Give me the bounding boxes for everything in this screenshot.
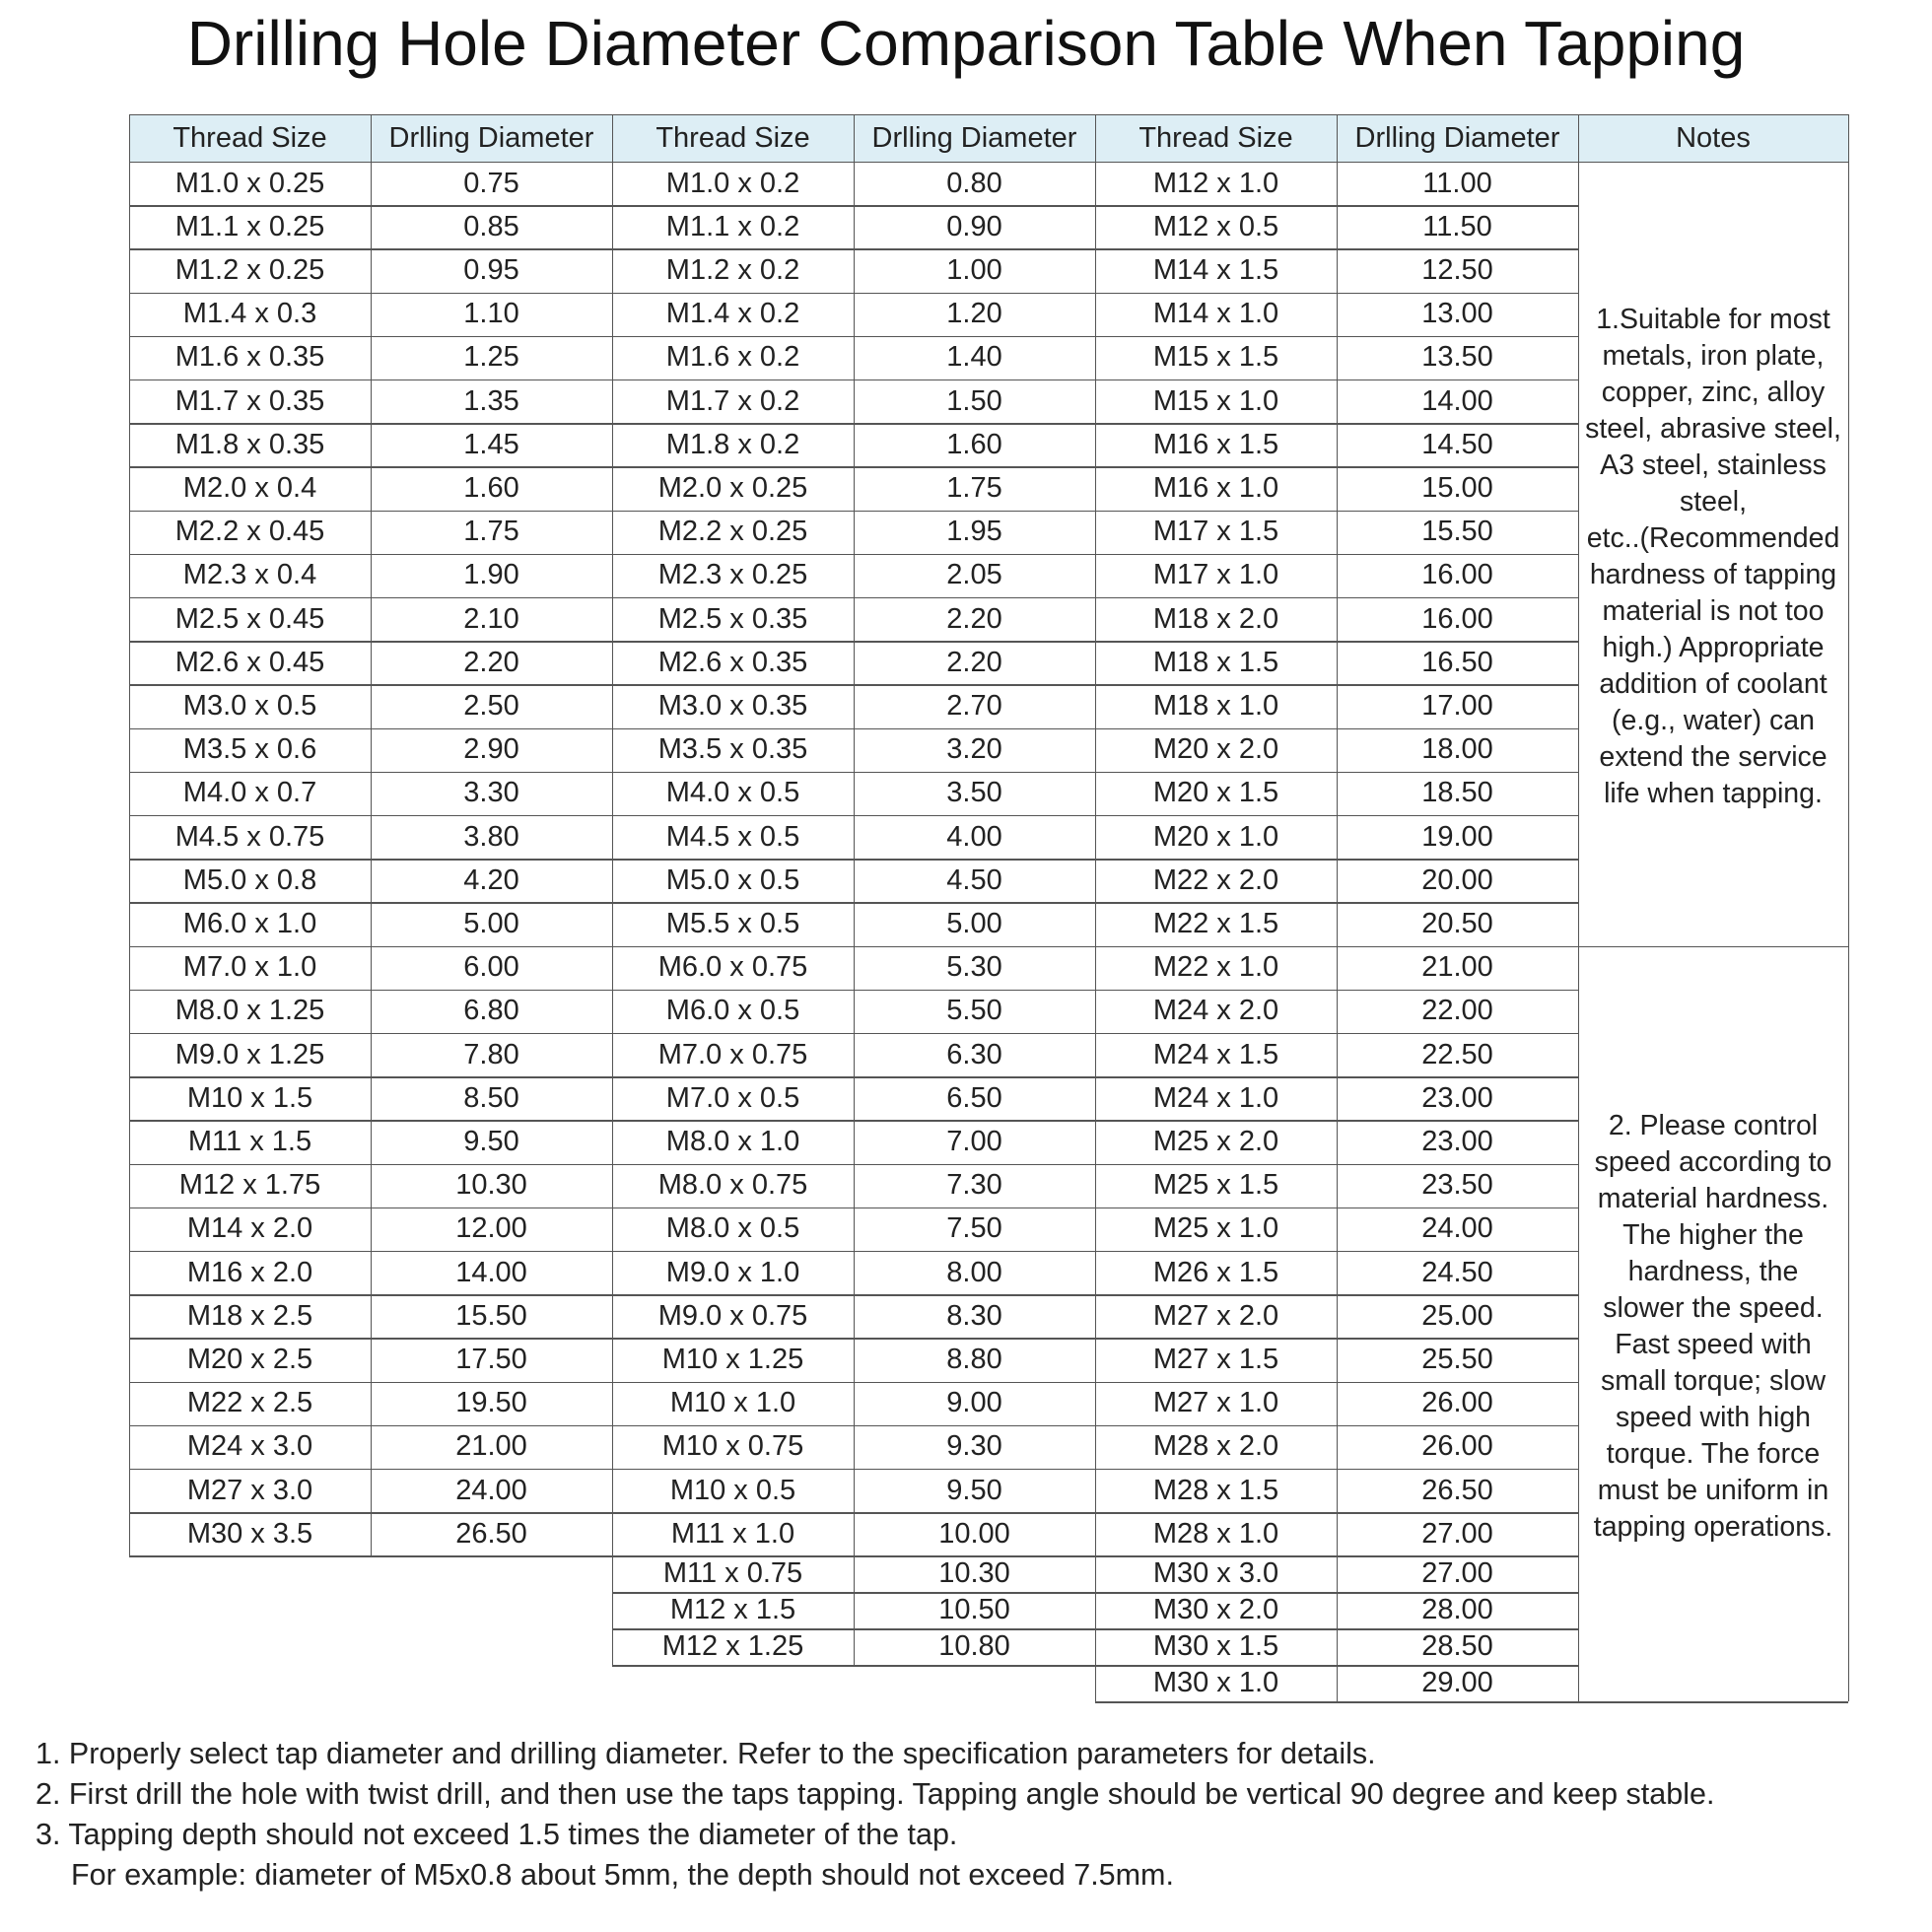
- thread-size-cell: M22 x 1.5: [1152, 907, 1279, 939]
- thread-size-cell: M1.1 x 0.2: [665, 210, 800, 242]
- drill-diameter-cell: 1.35: [463, 384, 519, 417]
- drill-diameter-cell: 14.00: [1421, 384, 1493, 417]
- thread-size-cell: M22 x 2.5: [186, 1387, 313, 1419]
- header-cell: Drlling Diameter: [371, 114, 612, 162]
- thread-size-cell: M26 x 1.5: [1152, 1256, 1279, 1288]
- note-2: [1578, 1108, 1848, 1546]
- thread-size-cell: M1.1 x 0.25: [174, 210, 325, 242]
- thread-size-cell: M2.2 x 0.45: [174, 516, 325, 548]
- drill-diameter-cell: 26.50: [1421, 1474, 1493, 1506]
- column-divider: [1848, 114, 1849, 1701]
- note-line: material hardness.: [1597, 1183, 1829, 1214]
- thread-size-cell: M8.0 x 1.25: [174, 995, 325, 1027]
- thread-size-cell: M3.0 x 0.35: [657, 689, 808, 722]
- thread-size-cell: M2.5 x 0.45: [174, 602, 325, 635]
- note-line: steel,: [1679, 486, 1748, 518]
- note-line: high.) Appropriate: [1602, 632, 1825, 663]
- drill-diameter-cell: 23.00: [1421, 1125, 1493, 1157]
- thread-size-cell: M7.0 x 0.75: [657, 1038, 808, 1070]
- thread-size-cell: M3.5 x 0.35: [657, 733, 808, 766]
- drill-diameter-cell: 1.75: [463, 516, 519, 548]
- drill-diameter-cell: 8.80: [946, 1343, 1002, 1375]
- thread-size-cell: M22 x 2.0: [1152, 863, 1279, 896]
- thread-size-cell: M7.0 x 1.0: [182, 951, 317, 984]
- note-line: life when tapping.: [1604, 778, 1823, 809]
- thread-size-cell: M14 x 1.0: [1152, 298, 1279, 330]
- thread-size-cell: M18 x 1.5: [1152, 646, 1279, 678]
- drill-diameter-cell: 20.50: [1421, 907, 1493, 939]
- thread-size-cell: M1.0 x 0.2: [665, 167, 800, 199]
- thread-size-cell: M30 x 3.5: [186, 1517, 313, 1550]
- thread-size-cell: M12 x 1.5: [669, 1594, 796, 1626]
- column-divider: [1095, 114, 1096, 1701]
- drill-diameter-cell: 6.80: [463, 995, 519, 1027]
- note-line: etc..(Recommended: [1586, 522, 1840, 554]
- drill-diameter-cell: 9.50: [463, 1125, 519, 1157]
- drill-diameter-cell: 18.00: [1421, 733, 1493, 766]
- note-line: material is not too: [1602, 595, 1825, 627]
- thread-size-cell: M16 x 2.0: [186, 1256, 313, 1288]
- thread-size-cell: M16 x 1.5: [1152, 428, 1279, 460]
- header-bottom-border: [129, 162, 1848, 163]
- drill-diameter-cell: 0.85: [463, 210, 519, 242]
- drill-diameter-cell: 14.00: [455, 1256, 527, 1288]
- drill-diameter-cell: 29.00: [1421, 1667, 1493, 1699]
- header-cell: Thread Size: [1095, 114, 1337, 162]
- drill-diameter-cell: 1.75: [946, 471, 1002, 504]
- thread-size-cell: M7.0 x 0.5: [665, 1081, 800, 1114]
- drill-diameter-cell: 9.30: [946, 1430, 1002, 1463]
- drill-diameter-cell: 1.50: [946, 384, 1002, 417]
- note-line: slower the speed.: [1603, 1292, 1824, 1324]
- thread-size-cell: M10 x 1.5: [186, 1081, 313, 1114]
- note-line: addition of coolant: [1599, 668, 1828, 700]
- thread-size-cell: M18 x 1.0: [1152, 689, 1279, 722]
- drill-diameter-cell: 3.30: [463, 777, 519, 809]
- thread-size-cell: M12 x 0.5: [1152, 210, 1279, 242]
- drill-diameter-cell: 1.20: [946, 298, 1002, 330]
- thread-size-cell: M27 x 1.0: [1152, 1387, 1279, 1419]
- drill-diameter-cell: 10.80: [938, 1630, 1010, 1663]
- drill-diameter-cell: 15.50: [455, 1299, 527, 1332]
- note-line: 2. Please control: [1608, 1110, 1819, 1141]
- drill-diameter-cell: 25.50: [1421, 1343, 1493, 1375]
- page-title: Drilling Hole Diameter Comparison Table When Tapping: [186, 8, 1746, 79]
- drill-diameter-cell: 27.00: [1421, 1557, 1493, 1590]
- thread-size-cell: M14 x 2.0: [186, 1212, 313, 1245]
- thread-size-cell: M12 x 1.0: [1152, 167, 1279, 199]
- thread-size-cell: M15 x 1.0: [1152, 384, 1279, 417]
- thread-size-cell: M27 x 2.0: [1152, 1299, 1279, 1332]
- drill-diameter-cell: 24.00: [455, 1474, 527, 1506]
- drill-diameter-cell: 1.00: [946, 253, 1002, 286]
- drill-diameter-cell: 12.50: [1421, 253, 1493, 286]
- drill-diameter-cell: 5.00: [463, 907, 519, 939]
- note-line: small torque; slow: [1600, 1365, 1827, 1397]
- thread-size-cell: M25 x 1.5: [1152, 1169, 1279, 1202]
- thread-size-cell: M5.0 x 0.5: [665, 863, 800, 896]
- drill-diameter-cell: 13.50: [1421, 341, 1493, 374]
- thread-size-cell: M6.0 x 0.5: [665, 995, 800, 1027]
- drill-diameter-cell: 13.00: [1421, 298, 1493, 330]
- thread-size-cell: M2.5 x 0.35: [657, 602, 808, 635]
- drill-diameter-cell: 3.20: [946, 733, 1002, 766]
- thread-size-cell: M27 x 3.0: [186, 1474, 313, 1506]
- drill-diameter-cell: 9.50: [946, 1474, 1002, 1506]
- thread-size-cell: M5.5 x 0.5: [665, 907, 800, 939]
- note-line: steel, abrasive steel,: [1585, 413, 1841, 445]
- thread-size-cell: M1.2 x 0.2: [665, 253, 800, 286]
- column-divider: [854, 114, 855, 1665]
- drill-diameter-cell: 2.20: [946, 602, 1002, 635]
- column-divider: [612, 114, 613, 1665]
- thread-size-cell: M10 x 1.0: [669, 1387, 796, 1419]
- drill-diameter-cell: 2.05: [946, 559, 1002, 591]
- drill-diameter-cell: 3.50: [946, 777, 1002, 809]
- thread-size-cell: M1.4 x 0.2: [665, 298, 800, 330]
- thread-size-cell: M20 x 2.0: [1152, 733, 1279, 766]
- thread-size-cell: M14 x 1.5: [1152, 253, 1279, 286]
- drill-diameter-cell: 0.90: [946, 210, 1002, 242]
- note-line: speed with high: [1615, 1402, 1812, 1433]
- drill-diameter-cell: 24.50: [1421, 1256, 1493, 1288]
- drill-diameter-cell: 2.70: [946, 689, 1002, 722]
- drill-diameter-cell: 0.80: [946, 167, 1002, 199]
- note-line: metals, iron plate,: [1602, 340, 1825, 372]
- drill-diameter-cell: 1.25: [463, 341, 519, 374]
- drill-diameter-cell: 12.00: [455, 1212, 527, 1245]
- drill-diameter-cell: 23.50: [1421, 1169, 1493, 1202]
- header-cell: Drlling Diameter: [1337, 114, 1578, 162]
- drill-diameter-cell: 6.30: [946, 1038, 1002, 1070]
- drill-diameter-cell: 18.50: [1421, 777, 1493, 809]
- drill-diameter-cell: 26.00: [1421, 1387, 1493, 1419]
- drill-diameter-cell: 22.50: [1421, 1038, 1493, 1070]
- note-line: (e.g., water) can: [1612, 705, 1815, 736]
- thread-size-cell: M25 x 2.0: [1152, 1125, 1279, 1157]
- drill-diameter-cell: 21.00: [455, 1430, 527, 1463]
- thread-size-cell: M12 x 1.25: [661, 1630, 804, 1663]
- thread-size-cell: M4.0 x 0.5: [665, 777, 800, 809]
- thread-size-cell: M30 x 1.0: [1152, 1667, 1279, 1699]
- thread-size-cell: M22 x 1.0: [1152, 951, 1279, 984]
- column-divider: [1337, 114, 1338, 1701]
- header-cell: Thread Size: [129, 114, 371, 162]
- thread-size-cell: M5.0 x 0.8: [182, 863, 317, 896]
- drill-diameter-cell: 5.30: [946, 951, 1002, 984]
- drill-diameter-cell: 6.50: [946, 1081, 1002, 1114]
- row-divider: [612, 1665, 1095, 1666]
- drill-diameter-cell: 4.00: [946, 820, 1002, 853]
- drill-diameter-cell: 15.00: [1421, 471, 1493, 504]
- thread-size-cell: M10 x 0.75: [661, 1430, 804, 1463]
- thread-size-cell: M3.5 x 0.6: [182, 733, 317, 766]
- drill-diameter-cell: 0.95: [463, 253, 519, 286]
- thread-size-cell: M8.0 x 0.75: [657, 1169, 808, 1202]
- thread-size-cell: M8.0 x 1.0: [665, 1125, 800, 1157]
- drill-diameter-cell: 2.20: [463, 646, 519, 678]
- drill-diameter-cell: 8.00: [946, 1256, 1002, 1288]
- drill-diameter-cell: 11.50: [1422, 210, 1492, 242]
- drill-diameter-cell: 23.00: [1421, 1081, 1493, 1114]
- drill-diameter-cell: 19.00: [1421, 820, 1493, 853]
- thread-size-cell: M1.4 x 0.3: [182, 298, 317, 330]
- header-top-border: [129, 114, 1848, 115]
- thread-size-cell: M2.3 x 0.25: [657, 559, 808, 591]
- thread-size-cell: M1.2 x 0.25: [174, 253, 325, 286]
- thread-size-cell: M8.0 x 0.5: [665, 1212, 800, 1245]
- thread-size-cell: M28 x 1.5: [1152, 1474, 1279, 1506]
- drill-diameter-cell: 2.10: [463, 602, 519, 635]
- drill-diameter-cell: 19.50: [455, 1387, 527, 1419]
- thread-size-cell: M20 x 1.5: [1152, 777, 1279, 809]
- drill-diameter-cell: 27.00: [1421, 1517, 1493, 1550]
- thread-size-cell: M20 x 2.5: [186, 1343, 313, 1375]
- drill-diameter-cell: 26.50: [455, 1517, 527, 1550]
- thread-size-cell: M10 x 1.25: [661, 1343, 804, 1375]
- note-line: torque. The force: [1606, 1438, 1821, 1470]
- thread-size-cell: M2.0 x 0.25: [657, 471, 808, 504]
- thread-size-cell: M30 x 2.0: [1152, 1594, 1279, 1626]
- thread-size-cell: M28 x 1.0: [1152, 1517, 1279, 1550]
- row-divider: [1095, 1701, 1578, 1702]
- drill-diameter-cell: 10.30: [455, 1169, 527, 1202]
- drill-diameter-cell: 17.50: [455, 1343, 527, 1375]
- thread-size-cell: M1.6 x 0.2: [665, 341, 800, 374]
- thread-size-cell: M1.8 x 0.35: [174, 428, 325, 460]
- note-line: The higher the: [1622, 1219, 1804, 1251]
- thread-size-cell: M18 x 2.0: [1152, 602, 1279, 635]
- thread-size-cell: M24 x 1.5: [1152, 1038, 1279, 1070]
- drill-diameter-cell: 1.45: [463, 428, 519, 460]
- note-line: tapping operations.: [1593, 1511, 1833, 1543]
- thread-size-cell: M11 x 0.75: [662, 1557, 803, 1590]
- drill-diameter-cell: 7.30: [946, 1169, 1002, 1202]
- footer-line-4: For example: diameter of M5x0.8 about 5mm, the depth should not exceed 7.5mm.: [71, 1858, 1174, 1892]
- note-line: hardness, the: [1627, 1256, 1799, 1287]
- drill-diameter-cell: 1.40: [946, 341, 1002, 374]
- drill-diameter-cell: 8.30: [946, 1299, 1002, 1332]
- thread-size-cell: M1.7 x 0.35: [174, 384, 325, 417]
- drill-diameter-cell: 21.00: [1421, 951, 1493, 984]
- note-line: must be uniform in: [1597, 1475, 1829, 1506]
- thread-size-cell: M17 x 1.5: [1152, 516, 1279, 548]
- footer-line-2: 2. First drill the hole with twist drill, and then use the taps tapping. Tapping angle should be vertical 90 degree and keep stable.: [35, 1777, 1715, 1811]
- drill-diameter-cell: 2.50: [463, 689, 519, 722]
- note-line: copper, zinc, alloy: [1601, 377, 1826, 408]
- header-cell: Thread Size: [612, 114, 854, 162]
- thread-size-cell: M30 x 3.0: [1152, 1557, 1279, 1590]
- thread-size-cell: M1.0 x 0.25: [174, 167, 325, 199]
- thread-size-cell: M24 x 2.0: [1152, 995, 1279, 1027]
- drill-diameter-cell: 20.00: [1421, 863, 1493, 896]
- drill-diameter-cell: 28.50: [1421, 1630, 1493, 1663]
- drill-diameter-cell: 10.50: [938, 1594, 1010, 1626]
- header-cell: Drlling Diameter: [854, 114, 1095, 162]
- thread-size-cell: M3.0 x 0.5: [182, 689, 317, 722]
- notes-divider: [1578, 946, 1848, 947]
- drill-diameter-cell: 26.00: [1421, 1430, 1493, 1463]
- thread-size-cell: M1.7 x 0.2: [665, 384, 800, 417]
- drill-diameter-cell: 22.00: [1421, 995, 1493, 1027]
- note-line: hardness of tapping: [1589, 559, 1837, 590]
- thread-size-cell: M4.5 x 0.75: [174, 820, 325, 853]
- drill-diameter-cell: 2.20: [946, 646, 1002, 678]
- thread-size-cell: M11 x 1.0: [670, 1517, 795, 1550]
- column-divider: [129, 114, 130, 1555]
- drill-diameter-cell: 1.10: [463, 298, 519, 330]
- drill-diameter-cell: 2.90: [463, 733, 519, 766]
- note-line: A3 steel, stainless: [1600, 449, 1827, 481]
- thread-size-cell: M24 x 1.0: [1152, 1081, 1279, 1114]
- thread-size-cell: M2.3 x 0.4: [182, 559, 317, 591]
- drill-diameter-cell: 0.75: [463, 167, 519, 199]
- footer-line-3: 3. Tapping depth should not exceed 1.5 times the diameter of the tap.: [35, 1818, 958, 1851]
- drill-diameter-cell: 1.60: [463, 471, 519, 504]
- drill-diameter-cell: 7.50: [946, 1212, 1002, 1245]
- drill-diameter-cell: 4.20: [463, 863, 519, 896]
- thread-size-cell: M10 x 0.5: [669, 1474, 796, 1506]
- note-line: Fast speed with: [1615, 1329, 1812, 1360]
- drill-diameter-cell: 4.50: [946, 863, 1002, 896]
- drill-diameter-cell: 3.80: [463, 820, 519, 853]
- column-divider: [371, 114, 372, 1555]
- drill-diameter-cell: 5.50: [946, 995, 1002, 1027]
- drill-diameter-cell: 1.60: [946, 428, 1002, 460]
- thread-size-cell: M17 x 1.0: [1152, 559, 1279, 591]
- thread-size-cell: M27 x 1.5: [1152, 1343, 1279, 1375]
- thread-size-cell: M20 x 1.0: [1152, 820, 1279, 853]
- drill-diameter-cell: 24.00: [1421, 1212, 1493, 1245]
- thread-size-cell: M18 x 2.5: [186, 1299, 313, 1332]
- drill-diameter-cell: 25.00: [1421, 1299, 1493, 1332]
- note-line: 1.Suitable for most: [1596, 304, 1830, 335]
- drill-diameter-cell: 16.00: [1421, 602, 1493, 635]
- note-1: [1578, 302, 1848, 812]
- row-divider: [129, 1555, 612, 1556]
- thread-size-cell: M11 x 1.5: [187, 1125, 312, 1157]
- thread-size-cell: M9.0 x 0.75: [657, 1299, 808, 1332]
- drill-diameter-cell: 9.00: [946, 1387, 1002, 1419]
- thread-size-cell: M2.6 x 0.45: [174, 646, 325, 678]
- thread-size-cell: M1.6 x 0.35: [174, 341, 325, 374]
- note-line: speed according to: [1594, 1146, 1832, 1178]
- drill-diameter-cell: 16.00: [1421, 559, 1493, 591]
- drill-diameter-cell: 11.00: [1422, 167, 1492, 199]
- drill-diameter-cell: 7.80: [463, 1038, 519, 1070]
- drill-diameter-cell: 15.50: [1421, 516, 1493, 548]
- thread-size-cell: M6.0 x 0.75: [657, 951, 808, 984]
- drill-diameter-cell: 17.00: [1421, 689, 1493, 722]
- drill-diameter-cell: 7.00: [946, 1125, 1002, 1157]
- thread-size-cell: M16 x 1.0: [1152, 471, 1279, 504]
- header-cell: Notes: [1578, 114, 1848, 162]
- drill-diameter-cell: 16.50: [1421, 646, 1493, 678]
- thread-size-cell: M2.0 x 0.4: [182, 471, 317, 504]
- footer-line-1: 1. Properly select tap diameter and drilling diameter. Refer to the specification parameters for details.: [35, 1737, 1376, 1770]
- drill-diameter-cell: 1.95: [946, 516, 1002, 548]
- thread-size-cell: M1.8 x 0.2: [665, 428, 800, 460]
- drill-diameter-cell: 8.50: [463, 1081, 519, 1114]
- thread-size-cell: M9.0 x 1.0: [665, 1256, 800, 1288]
- thread-size-cell: M15 x 1.5: [1152, 341, 1279, 374]
- drill-diameter-cell: 14.50: [1421, 428, 1493, 460]
- thread-size-cell: M2.6 x 0.35: [657, 646, 808, 678]
- thread-size-cell: M2.2 x 0.25: [657, 516, 808, 548]
- drill-diameter-cell: 6.00: [463, 951, 519, 984]
- drill-diameter-cell: 10.30: [938, 1557, 1010, 1590]
- drill-diameter-cell: 28.00: [1421, 1594, 1493, 1626]
- thread-size-cell: M28 x 2.0: [1152, 1430, 1279, 1463]
- thread-size-cell: M9.0 x 1.25: [174, 1038, 325, 1070]
- thread-size-cell: M24 x 3.0: [186, 1430, 313, 1463]
- note-line: extend the service: [1599, 741, 1828, 773]
- thread-size-cell: M25 x 1.0: [1152, 1212, 1279, 1245]
- notes-bottom-border: [1578, 1701, 1848, 1702]
- thread-size-cell: M12 x 1.75: [178, 1169, 321, 1202]
- drill-diameter-cell: 1.90: [463, 559, 519, 591]
- thread-size-cell: M4.5 x 0.5: [665, 820, 800, 853]
- thread-size-cell: M4.0 x 0.7: [182, 777, 317, 809]
- drill-diameter-cell: 5.00: [946, 907, 1002, 939]
- drill-diameter-cell: 10.00: [938, 1517, 1010, 1550]
- thread-size-cell: M6.0 x 1.0: [182, 907, 317, 939]
- thread-size-cell: M30 x 1.5: [1152, 1630, 1279, 1663]
